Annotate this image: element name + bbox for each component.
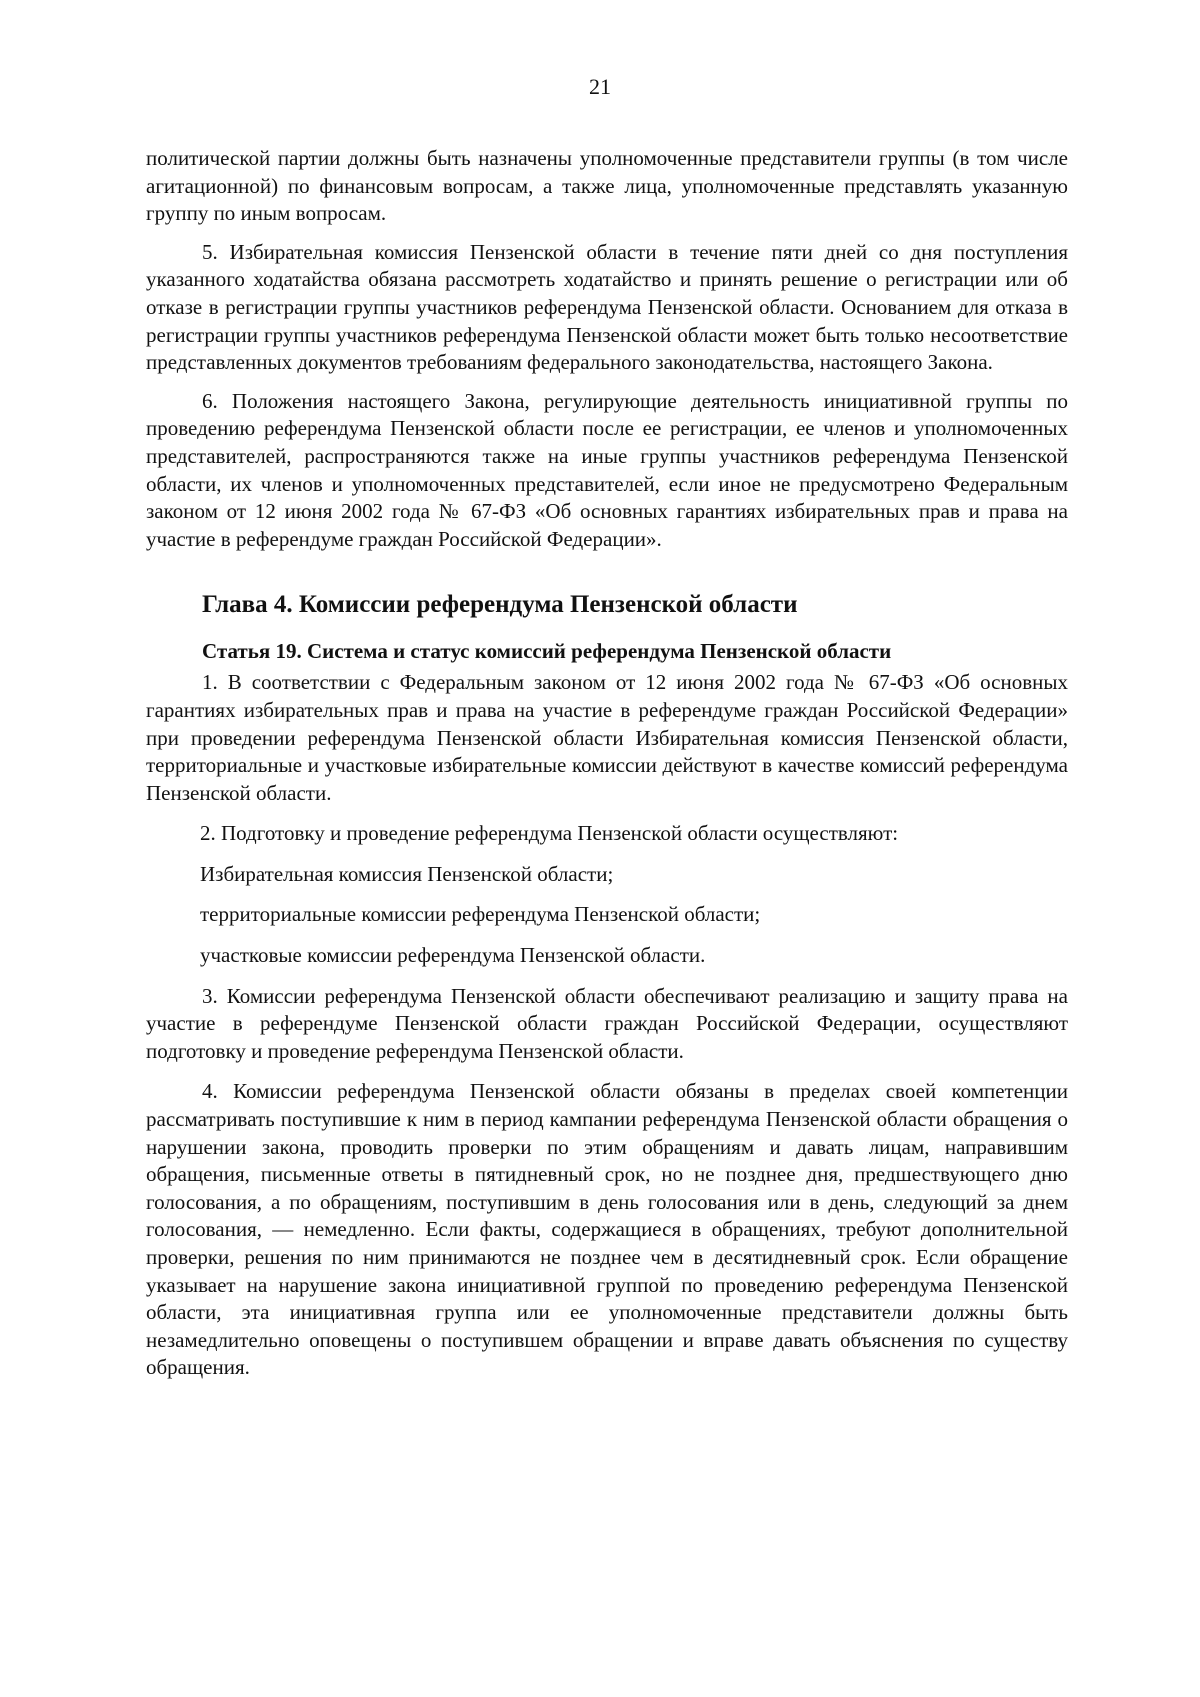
paragraph-continuation: политической партии должны быть назначены уполномоченные представители группы (в том числе агитационной) по финансовым вопросам, а также лица, уполномоченные представлять указанную группу по иным вопросам. (146, 146, 1068, 226)
list-item-territorial-commissions: территориальные комиссии референдума Пензенской области; (200, 902, 761, 927)
document-body (146, 145, 1068, 1382)
chapter-title: Глава 4. Комиссии референдума Пензенской области (202, 591, 798, 619)
paragraph-item-6: 6. Положения настоящего Закона, регулирующие деятельность инициативной группы по проведению референдума Пензенской области после ее регистрации, ее членов и уполномоченных представителей, распространяются также на иные группы участников референдума Пензенской области, их членов и уполномоченных представителей, если иное не предусмотрено Федеральным законом от 12 июня 2002 года № 67-ФЗ «Об основных гарантиях избирательных прав и права на участие в референдуме граждан Российской Федерации». (146, 388, 1068, 551)
article-paragraph-1: 1. В соответствии с Федеральным законом от 12 июня 2002 года № 67-ФЗ «Об основных гарантиях избирательных прав и права на участие в референдуме граждан Российской Федерации» при проведении референдума Пензенской области Избирательная комиссия Пензенской области, территориальные и участковые избирательные комиссии действуют в качестве комиссий референдума Пензенской области. (146, 670, 1068, 805)
paragraph-item-5: 5. Избирательная комиссия Пензенской области в течение пяти дней со дня поступления указанного ходатайства обязана рассмотреть ходатайство и принять решение о регистрации или об отказе в регистрации группы участников референдума Пензенской области. Основанием для отказа в регистрации группы участников референдума Пензенской области может быть только несоответствие представленных документов требованиям федерального законодательства, настоящего Закона. (146, 239, 1068, 375)
article-paragraph-3: 3. Комиссии референдума Пензенской области обеспечивают реализацию и защиту права на участие в референдуме Пензенской области граждан Российской Федерации, осуществляют подготовку и проведение референдума Пензенской области. (146, 983, 1068, 1063)
article-paragraph-2: 2. Подготовку и проведение референдума Пензенской области осуществляют: (200, 821, 899, 846)
list-item-precinct-commissions: участковые комиссии референдума Пензенской области. (200, 943, 706, 968)
article-paragraph-4: 4. Комиссии референдума Пензенской области обязаны в пределах своей компетенции рассматривать поступившие к ним в период кампании референдума Пензенской области обращения о нарушении закона, проводить проверки по этим обращениям и давать лицам, направившим обращения, письменные ответы в пятидневный срок, но не позднее дня, предшествующего дню голосования, а по обращениям, поступившим в день голосования или в день, следующий за днем голосования, — немедленно. Если факты, содержащиеся в обращениях, требуют дополнительной проверки, решения по ним принимаются не позднее чем в десятидневный срок. Если обращение указывает на нарушение закона инициативной группой по проведению референдума Пензенской области, эта инициативная группа или ее уполномоченные представители должны быть незамедлительно оповещены о поступившем обращении и вправе давать объяснения по существу обращения. (146, 1079, 1068, 1380)
page-number: 21 (589, 74, 611, 99)
article-title: Статья 19. Система и статус комиссий референдума Пензенской области (202, 639, 892, 664)
list-item-electoral-commission: Избирательная комиссия Пензенской области; (200, 861, 614, 886)
